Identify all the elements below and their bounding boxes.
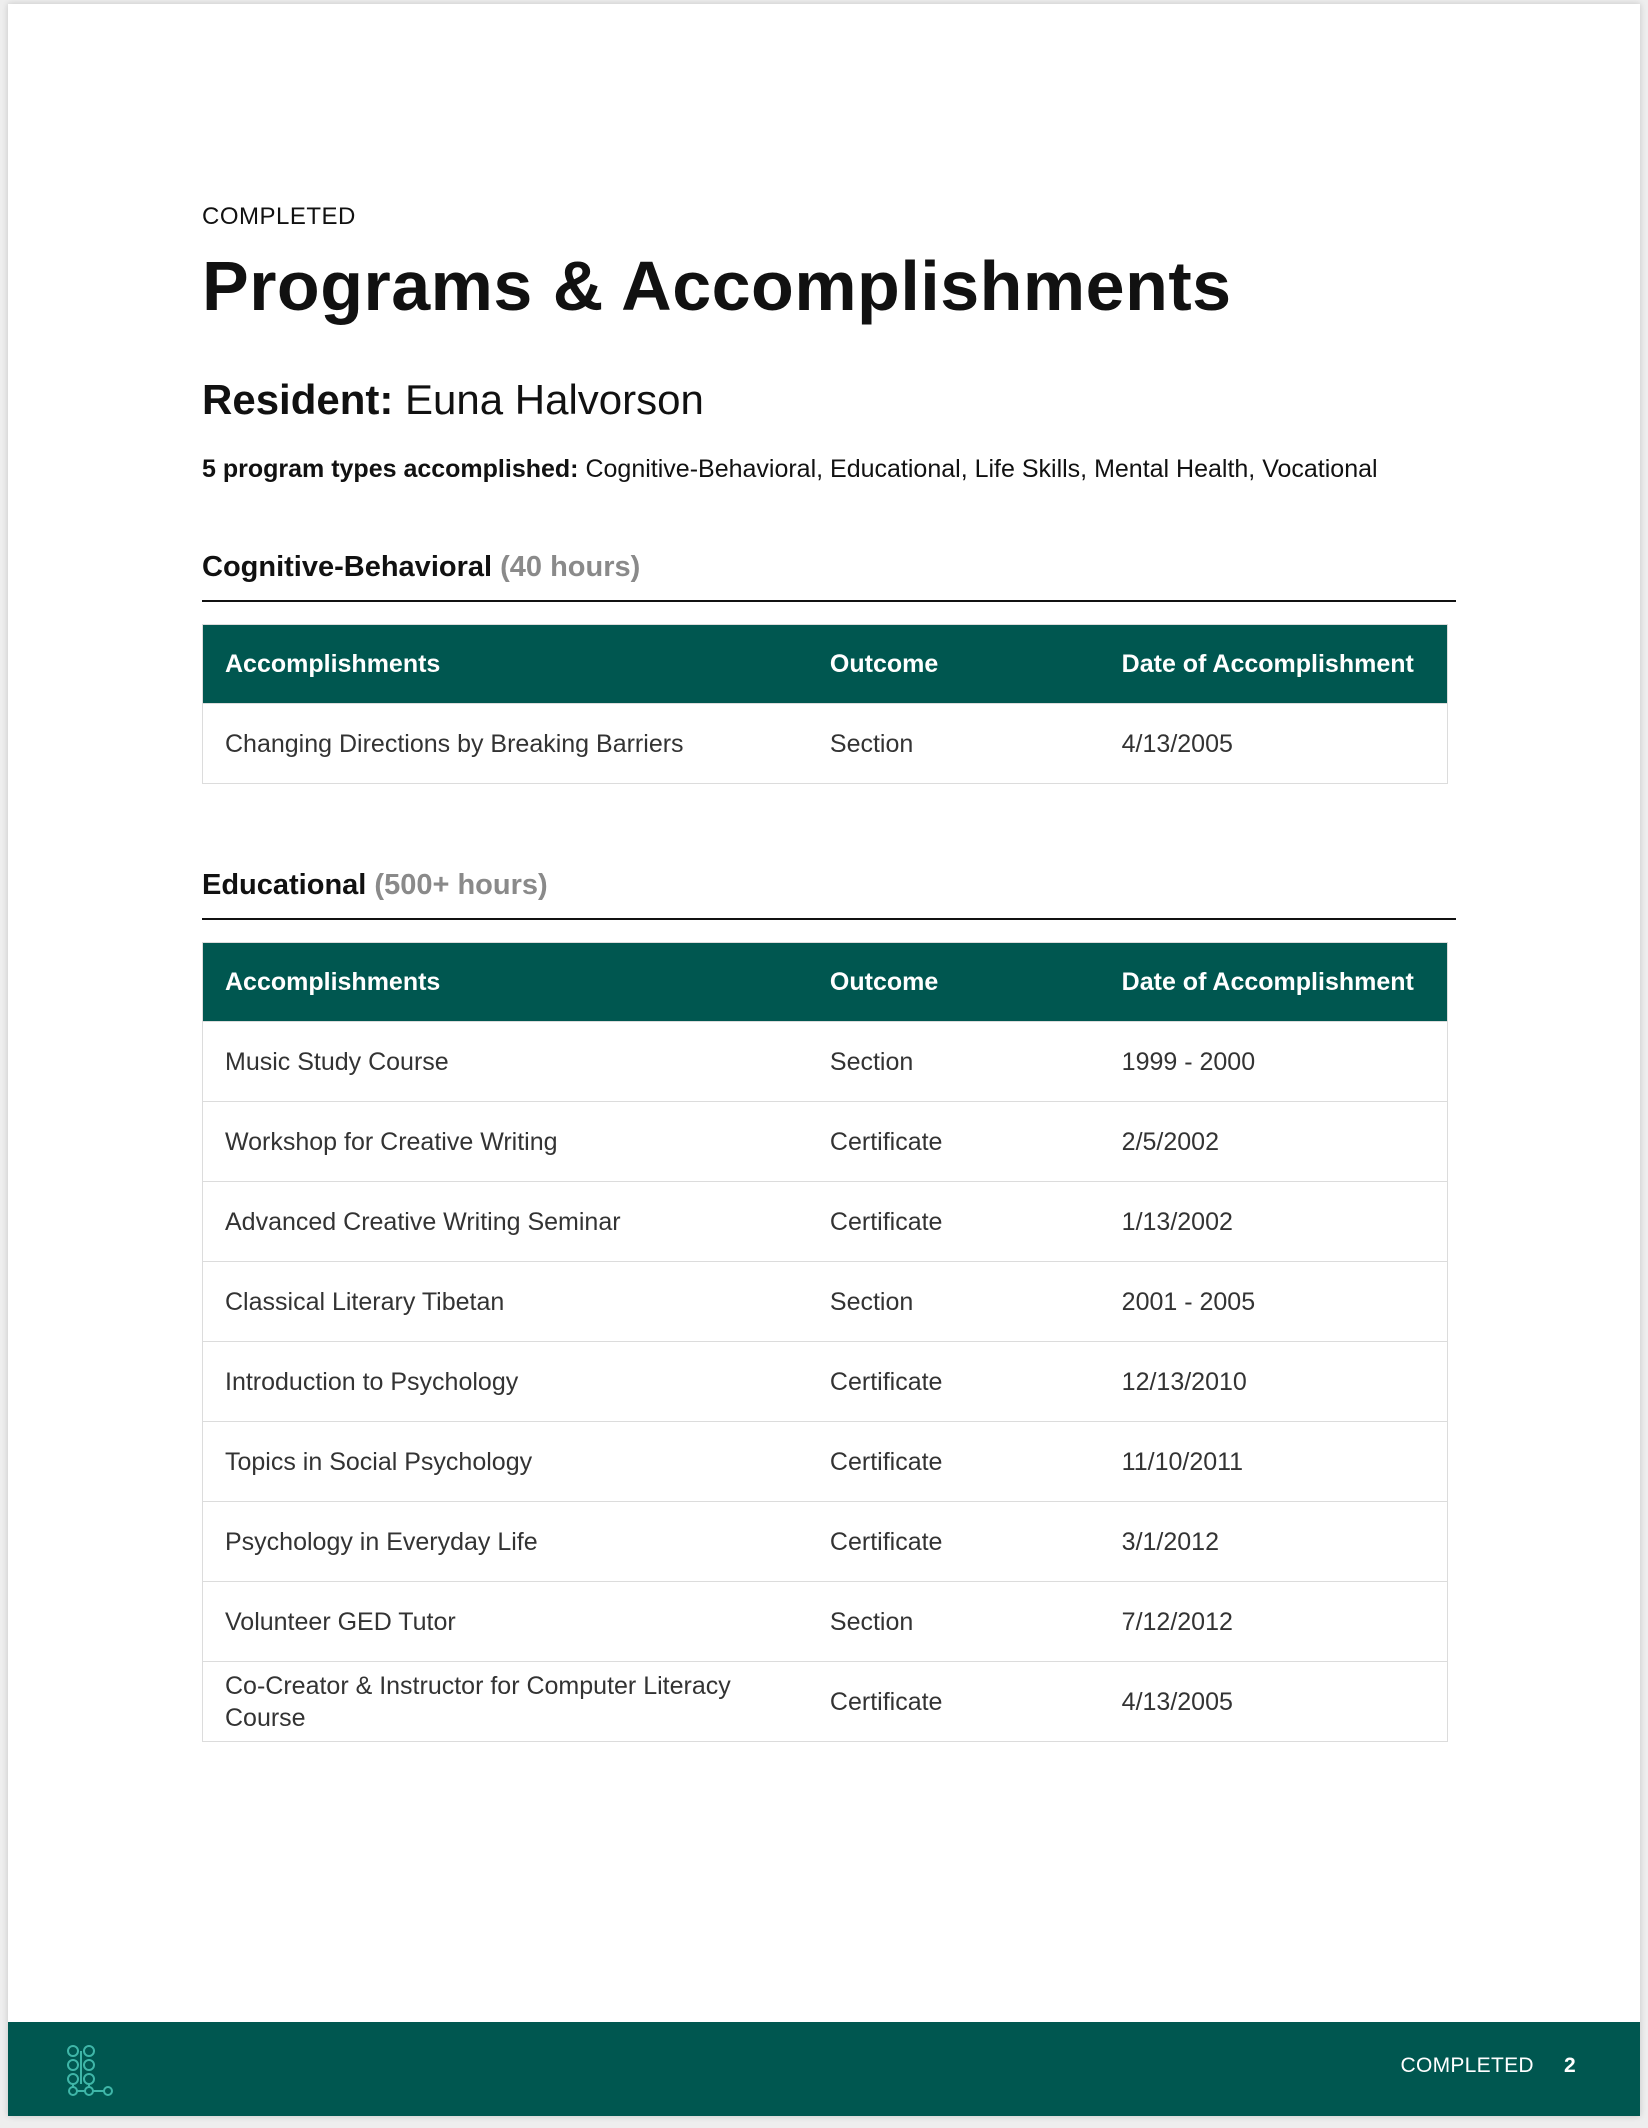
resident-name: Euna Halvorson: [405, 376, 704, 423]
node-tree-icon: [64, 2044, 118, 2098]
cell-date: 12/13/2010: [1100, 1342, 1448, 1422]
header-date: Date of Accomplishment: [1100, 943, 1448, 1022]
program-types-label: 5 program types accomplished:: [202, 455, 579, 483]
table-row: [203, 1102, 1448, 1182]
header-accomplishments: Accomplishments: [203, 625, 808, 704]
section-name: Educational: [202, 869, 367, 901]
cell-accomplishment: Advanced Creative Writing Seminar: [203, 1182, 808, 1262]
section-hours: (40 hours): [500, 551, 641, 583]
header-accomplishments: Accomplishments: [203, 943, 808, 1022]
section-hours: (500+ hours): [374, 869, 548, 901]
cell-date: 2001 - 2005: [1100, 1262, 1448, 1342]
footer-status: COMPLETED: [1400, 2054, 1534, 2077]
header-outcome: Outcome: [808, 943, 1100, 1022]
cell-accomplishment: Volunteer GED Tutor: [203, 1582, 808, 1662]
cell-outcome: Section: [808, 704, 1100, 784]
table-row: [203, 1502, 1448, 1582]
cell-accomplishment: Workshop for Creative Writing: [203, 1102, 808, 1182]
cell-date: 2/5/2002: [1100, 1102, 1448, 1182]
table-row: [203, 1182, 1448, 1262]
section-heading: [202, 548, 1456, 602]
program-types-line: [202, 452, 1456, 486]
header-outcome: Outcome: [808, 625, 1100, 704]
cell-accomplishment: Changing Directions by Breaking Barriers: [203, 704, 808, 784]
table-row: [203, 1262, 1448, 1342]
section-heading: [202, 866, 1456, 920]
table-row: [203, 1342, 1448, 1422]
accomplishments-table: [202, 624, 1448, 784]
resident-line: [202, 374, 1456, 426]
cell-date: 4/13/2005: [1100, 1662, 1448, 1742]
page-title: Programs & Accomplishments: [202, 247, 1232, 325]
table-header-row: [203, 625, 1448, 704]
table-row: [203, 1662, 1448, 1742]
status-eyebrow: COMPLETED: [202, 203, 356, 230]
page-number: 2: [1564, 2054, 1576, 2077]
cell-date: 7/12/2012: [1100, 1582, 1448, 1662]
cell-outcome: Certificate: [808, 1422, 1100, 1502]
section-name: Cognitive-Behavioral: [202, 551, 493, 583]
cell-date: 11/10/2011: [1100, 1422, 1448, 1502]
cell-date: 3/1/2012: [1100, 1502, 1448, 1582]
cell-outcome: Section: [808, 1582, 1100, 1662]
header-date: Date of Accomplishment: [1100, 625, 1448, 704]
page-footer: [8, 2022, 1640, 2116]
table-row: [203, 1582, 1448, 1662]
cell-accomplishment: Co-Creator & Instructor for Computer Literacy Course: [203, 1662, 808, 1742]
cell-date: 4/13/2005: [1100, 704, 1448, 784]
cell-outcome: Certificate: [808, 1342, 1100, 1422]
cell-outcome: Certificate: [808, 1102, 1100, 1182]
cell-outcome: Section: [808, 1262, 1100, 1342]
section-cognitive-behavioral: [202, 548, 1456, 784]
table-row: [203, 1022, 1448, 1102]
section-educational: [202, 866, 1456, 1742]
program-types-list: Cognitive-Behavioral, Educational, Life Skills, Mental Health, Vocational: [585, 455, 1378, 483]
table-row: [203, 704, 1448, 784]
cell-outcome: Certificate: [808, 1662, 1100, 1742]
cell-date: 1/13/2002: [1100, 1182, 1448, 1262]
cell-accomplishment: Introduction to Psychology: [203, 1342, 808, 1422]
resident-label: Resident:: [202, 376, 394, 423]
cell-accomplishment: Topics in Social Psychology: [203, 1422, 808, 1502]
footer-text: [1400, 2054, 1576, 2078]
document-page: [8, 4, 1640, 2116]
cell-outcome: Certificate: [808, 1502, 1100, 1582]
accomplishments-table: [202, 942, 1448, 1742]
table-header-row: [203, 943, 1448, 1022]
table-row: [203, 1422, 1448, 1502]
cell-date: 1999 - 2000: [1100, 1022, 1448, 1102]
cell-accomplishment: Classical Literary Tibetan: [203, 1262, 808, 1342]
cell-outcome: Certificate: [808, 1182, 1100, 1262]
page-content: [202, 202, 1456, 1742]
cell-accomplishment: Music Study Course: [203, 1022, 808, 1102]
cell-accomplishment: Psychology in Everyday Life: [203, 1502, 808, 1582]
cell-outcome: Section: [808, 1022, 1100, 1102]
